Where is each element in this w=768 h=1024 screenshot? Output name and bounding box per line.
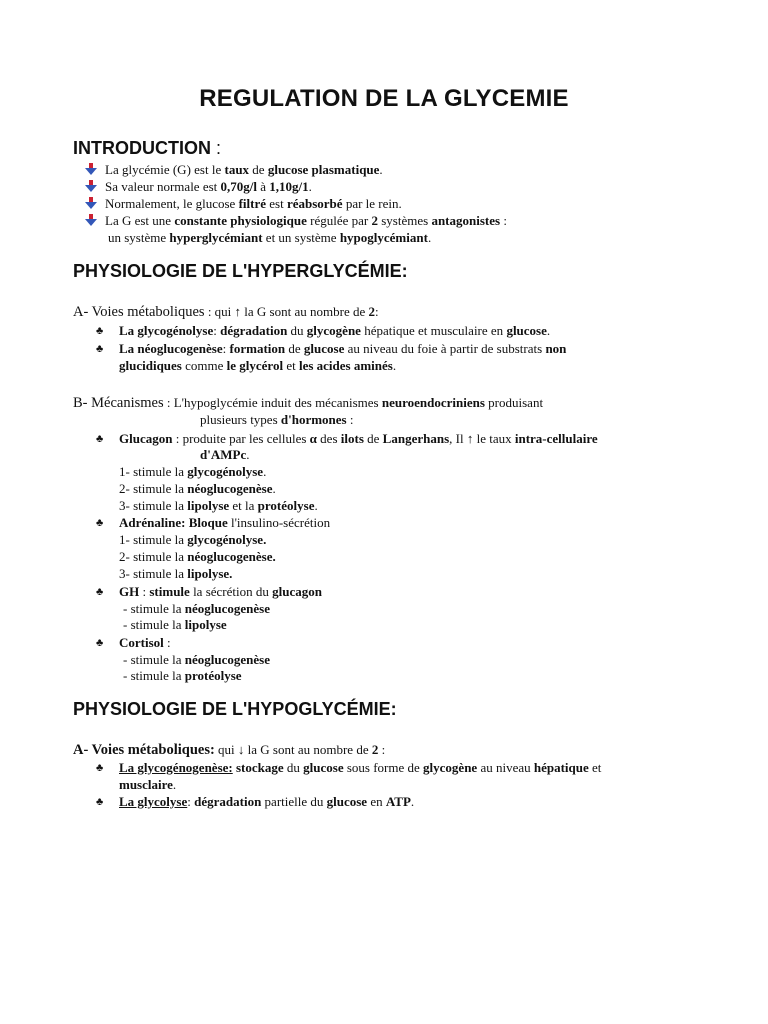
glucagon-effect-3: 3- stimule la lipolyse et la protéolyse. [119, 498, 318, 513]
intro-heading-colon: : [211, 138, 222, 158]
intro-line-2: Sa valeur normale est 0,70g/l à 1,10g/1. [105, 179, 312, 194]
gh-effect-2: - stimule la lipolyse [123, 617, 227, 632]
club-bullet-icon: ♣ [96, 637, 104, 649]
arrow-bullet-icon [85, 180, 97, 193]
cortisol-effect-1: - stimule la néoglucogenèse [123, 652, 270, 667]
intro-line-4: La G est une constante physiologique régulée par 2 systèmes antagonistes : [105, 213, 507, 228]
glucagon-effect-1: 1- stimule la glycogénolyse. [119, 464, 267, 479]
hypo-a-title: A- Voies métaboliques: qui ↓ la G sont au nombre de 2 : [73, 742, 386, 758]
club-bullet-icon: ♣ [96, 325, 104, 337]
hyper-a-title: A- Voies métaboliques : qui ↑ la G sont au nombre de 2: [73, 304, 379, 320]
hypo-a-item-1-cont: musclaire. [119, 777, 177, 792]
intro-line-1: La glycémie (G) est le taux de glucose plasmatique. [105, 162, 383, 177]
glucagon-item: Glucagon : produite par les cellules α des ilots de Langerhans, Il ↑ le taux intra-cellulaire [119, 431, 598, 446]
glucagon-item-cont: d'AMPc. [200, 447, 250, 462]
glucagon-effect-2: 2- stimule la néoglucogenèse. [119, 481, 276, 496]
hyper-b-title-cont: plusieurs types d'hormones : [200, 412, 354, 427]
hyper-a-item-1: La glycogénolyse: dégradation du glycogène hépatique et musculaire en glucose. [119, 323, 551, 338]
intro-line-3: Normalement, le glucose filtré est réabsorbé par le rein. [105, 196, 402, 211]
adrenaline-effect-2: 2- stimule la néoglucogenèse. [119, 549, 276, 564]
club-bullet-icon: ♣ [96, 343, 104, 355]
club-bullet-icon: ♣ [96, 517, 104, 529]
hyper-heading: PHYSIOLOGIE DE L'HYPERGLYCÉMIE: [73, 261, 408, 281]
cortisol-item: Cortisol : [119, 635, 171, 650]
arrow-bullet-icon [85, 163, 97, 176]
hyper-a-item-2-cont: glucidiques comme le glycérol et les acides aminés. [119, 358, 397, 373]
adrenaline-effect-1: 1- stimule la glycogénolyse. [119, 532, 267, 547]
hyper-a-item-2: La néoglucogenèse: formation de glucose au niveau du foie à partir de substrats non [119, 341, 567, 356]
intro-heading [73, 138, 221, 159]
gh-effect-1: - stimule la néoglucogenèse [123, 601, 270, 616]
arrow-bullet-icon [85, 214, 97, 227]
club-bullet-icon: ♣ [96, 796, 104, 808]
club-bullet-icon: ♣ [96, 433, 104, 445]
page-title: REGULATION DE LA GLYCEMIE [199, 85, 569, 112]
hyper-b-title: B- Mécanismes : L'hypoglycémie induit des mécanismes neuroendocriniens produisant [73, 395, 544, 411]
adrenaline-effect-3: 3- stimule la lipolyse. [119, 566, 233, 581]
hypo-a-item-1: La glycogénogenèse: stockage du glucose sous forme de glycogène au niveau hépatique et [119, 760, 602, 775]
hypo-heading: PHYSIOLOGIE DE L'HYPOGLYCÉMIE: [73, 699, 397, 719]
intro-line-5: un système hyperglycémiant et un système hypoglycémiant. [108, 230, 432, 245]
arrow-bullet-icon [85, 197, 97, 210]
gh-item: GH : stimule la sécrétion du glucagon [119, 584, 322, 599]
intro-heading-text: INTRODUCTION [73, 138, 211, 158]
cortisol-effect-2: - stimule la protéolyse [123, 668, 242, 683]
adrenaline-item: Adrénaline: Bloque l'insulino-sécrétion [119, 515, 331, 530]
hypo-a-item-2: La glycolyse: dégradation partielle du glucose en ATP. [119, 794, 415, 809]
club-bullet-icon: ♣ [96, 762, 104, 774]
club-bullet-icon: ♣ [96, 586, 104, 598]
